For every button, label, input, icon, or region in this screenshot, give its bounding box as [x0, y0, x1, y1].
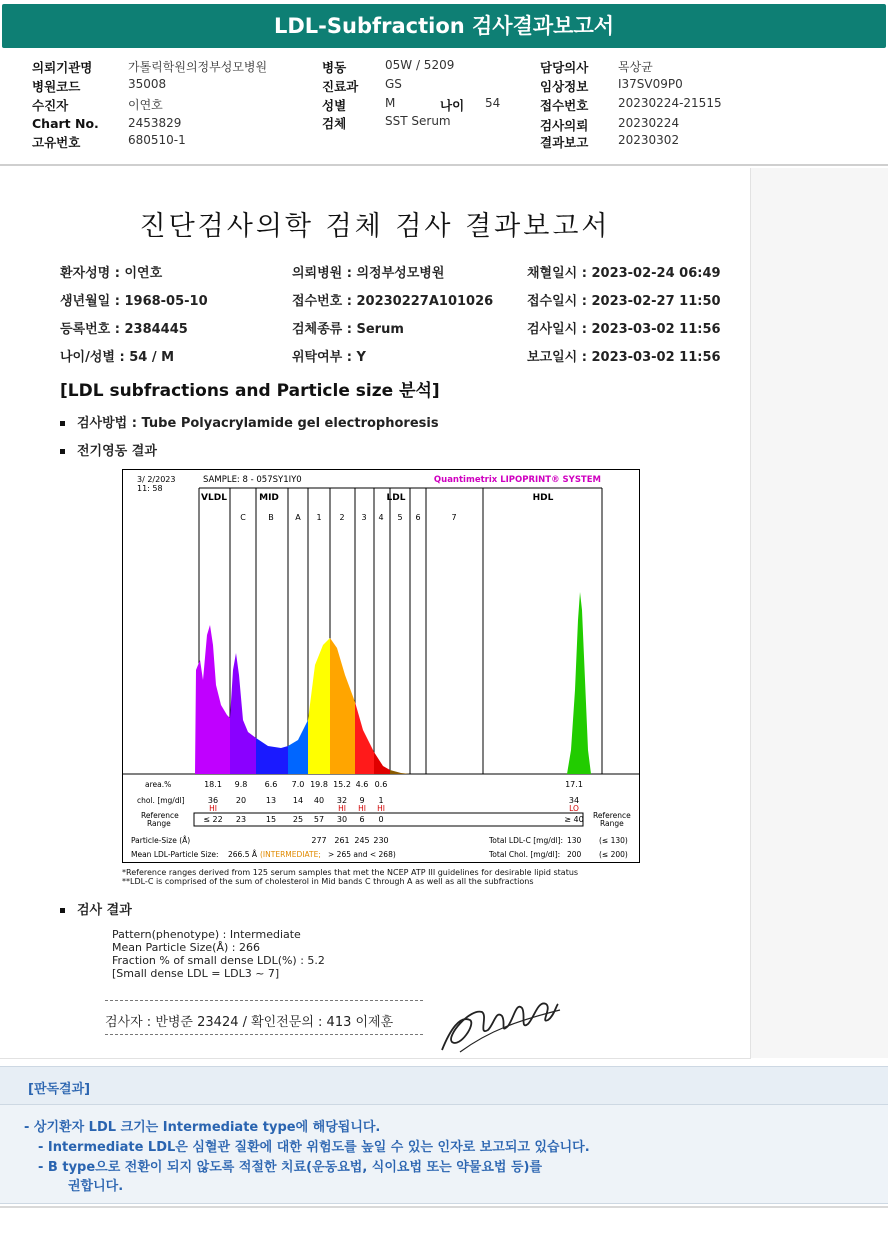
flag-value: HI: [209, 804, 217, 813]
mean-size-label: Mean LDL-Particle Size:: [131, 850, 219, 859]
mean-size-value: 266.5 Å: [228, 850, 257, 859]
header-value: I37SV09P0: [618, 77, 683, 91]
interpretation-line: - B type으로 전환이 되지 않도록 적절한 치료(운동요법, 식이요법 또는 약물요법 등)를: [38, 1160, 543, 1175]
band-label-A: A: [295, 513, 301, 522]
header-value: 가톨릭학원의정부성모병원: [128, 60, 268, 74]
section-title: [LDL subfractions and Particle size 분석]: [60, 381, 440, 401]
interpretation-line: - Intermediate LDL은 심혈관 질환에 대한 위험도를 높일 수 있는 인자로 보고되고 있습니다.: [38, 1140, 590, 1155]
interpretation-line: 권합니다.: [68, 1179, 124, 1194]
electrophoresis-chart: [122, 469, 640, 863]
patient-field: 등록번호 : 2384445: [60, 322, 188, 337]
patient-field: 의뢰병원 : 의정부성모병원: [292, 266, 445, 281]
chol-value: 13: [265, 796, 277, 805]
patient-field: 채혈일시 : 2023-02-24 06:49: [527, 266, 721, 281]
total-ldl-ref: (≤ 130): [599, 836, 628, 845]
vldl-peak: [195, 625, 230, 774]
bottom-rule: [0, 1206, 888, 1208]
chol-row-label: chol. [mg/dl]: [137, 796, 185, 805]
band-label-1: 1: [316, 513, 322, 522]
group-label-mid: MID: [259, 493, 279, 503]
header-label: 병동: [322, 60, 347, 75]
ldl5-peak: [390, 770, 410, 774]
area-value: 7.0: [291, 780, 305, 789]
mid-b-peak: [256, 738, 288, 774]
particle-size-value: 261: [334, 836, 350, 845]
interpretation-line: - 상기환자 LDL 크기는 Intermediate type에 해당됩니다.: [24, 1120, 381, 1135]
chol-value: 14: [292, 796, 304, 805]
ref-value: 57: [313, 815, 325, 824]
report-title-bar: LDL-Subfraction 검사결과보고서: [2, 4, 886, 48]
result-item: [Small dense LDL = LDL3 ~ 7]: [112, 967, 280, 980]
header-label: 의뢰기관명: [32, 60, 93, 75]
total-ldl-label: Total LDL-C [mg/dl]:: [489, 836, 564, 845]
ref-row-label: Reference: [141, 811, 179, 820]
header-value: 20230224-21515: [618, 96, 722, 110]
area-value: 15.2: [333, 780, 351, 789]
interpretation-title: [판독결과]: [28, 1082, 91, 1097]
area-row-label: area.%: [145, 780, 172, 789]
total-ldl-value: 130: [567, 836, 582, 845]
chart-date: 3/ 2/2023: [137, 475, 176, 484]
age-value: 54: [485, 96, 501, 110]
ref-value: ≥ 40: [564, 815, 584, 824]
header-value: 이연호: [128, 98, 163, 112]
ref-value: 0: [378, 815, 384, 824]
result-item: Fraction % of small dense LDL(%) : 5.2: [112, 954, 325, 967]
area-value: 17.1: [565, 780, 583, 789]
bullet-icon: [60, 421, 65, 426]
reference-box: [194, 813, 583, 826]
header-label: 고유번호: [32, 135, 81, 150]
hdl-peak: [567, 592, 591, 774]
band-label-2: 2: [339, 513, 345, 522]
header-value: 20230224: [618, 116, 680, 130]
result-title: 검사 결과: [77, 903, 132, 918]
chart-time: 11: 58: [137, 484, 163, 493]
header-label: Chart No.: [32, 116, 99, 131]
header-value: 목상균: [618, 60, 653, 74]
patient-field: 접수일시 : 2023-02-27 11:50: [527, 294, 721, 309]
patient-field: 검사일시 : 2023-03-02 11:56: [527, 322, 721, 337]
mean-size-class: (INTERMEDIATE;: [260, 850, 321, 859]
particle-size-value: 230: [373, 836, 389, 845]
header-value: M: [385, 96, 396, 110]
total-chol-value: 200: [567, 850, 582, 859]
band-label-6: 6: [415, 513, 421, 522]
patient-field: 환자성명 : 이연호: [60, 266, 163, 281]
particle-size-label: Particle-Size (Å): [131, 836, 191, 845]
patient-field: 검체종류 : Serum: [292, 322, 404, 337]
ref-value: 15: [265, 815, 277, 824]
ref-value: 30: [336, 815, 348, 824]
header-label: 수진자: [32, 98, 69, 113]
chol-value: 36: [207, 796, 219, 805]
side-margin: [751, 168, 888, 1058]
examiner-signature-line: 검사자 : 반병준 23424 / 확인전문의 : 413 이제훈: [105, 1015, 394, 1030]
group-label-vldl: VLDL: [201, 493, 227, 503]
chart-svg: [123, 470, 639, 862]
chol-value: 9: [359, 796, 365, 805]
area-value: 19.8: [310, 780, 328, 789]
result-line: [60, 899, 132, 918]
header-value: GS: [385, 77, 402, 91]
header-label: 검체: [322, 116, 347, 131]
ref-row-label: Range: [147, 819, 171, 828]
particle-size-value: 245: [354, 836, 370, 845]
band-label-B: B: [268, 513, 274, 522]
ref-value: 23: [235, 815, 247, 824]
band-label-5: 5: [397, 513, 403, 522]
area-value: 18.1: [204, 780, 222, 789]
interpretation-body: [0, 1104, 888, 1204]
total-chol-label: Total Chol. [mg/dl]:: [489, 850, 561, 859]
scanned-report: [0, 168, 751, 1059]
patient-field: 접수번호 : 20230227A101026: [292, 294, 494, 309]
total-chol-ref: (≤ 200): [599, 850, 628, 859]
ldl1-peak: [308, 638, 330, 774]
footnote: **LDL-C is comprised of the sum of cholesterol in Mid bands C through A as well as all the subfractions: [122, 877, 534, 886]
ref-value: 25: [292, 815, 304, 824]
request-info-header: [0, 52, 888, 166]
bullet-icon: [60, 449, 65, 454]
header-value: 20230302: [618, 133, 680, 147]
header-label: 성별: [322, 98, 347, 113]
mid-c-peak: [230, 653, 256, 774]
area-value: 0.6: [374, 780, 388, 789]
result-item: Pattern(phenotype) : Intermediate: [112, 928, 301, 941]
ldl3-peak: [355, 702, 374, 774]
bullet-icon: [60, 908, 65, 913]
flag-value: HI: [338, 804, 346, 813]
electro-line: [60, 440, 157, 459]
area-value: 9.8: [234, 780, 248, 789]
method-text: 검사방법 : Tube Polyacrylamide gel electrophoresis: [77, 416, 439, 431]
interpretation-header: [0, 1066, 888, 1105]
ref-row-label-right: Range: [600, 819, 624, 828]
ldl4-peak: [374, 752, 390, 774]
ldl2-peak: [330, 638, 355, 774]
band-label-3: 3: [361, 513, 367, 522]
result-item: Mean Particle Size(Å) : 266: [112, 941, 260, 954]
ref-value: ≤ 22: [203, 815, 223, 824]
flag-value: HI: [358, 804, 366, 813]
flag-value: LO: [569, 804, 579, 813]
footnote: *Reference ranges derived from 125 serum samples that met the NCEP ATP III guidelines for desirable lipid status: [122, 868, 579, 877]
chol-value: 34: [568, 796, 580, 805]
method-line: [60, 412, 439, 431]
patient-field: 생년월일 : 1968-05-10: [60, 294, 208, 309]
system-name: Quantimetrix LIPOPRINT® SYSTEM: [433, 475, 601, 485]
band-label-C: C: [240, 513, 246, 522]
age-label: 나이: [440, 98, 465, 113]
area-value: 4.6: [355, 780, 369, 789]
particle-size-value: 277: [311, 836, 327, 845]
area-value: 6.6: [264, 780, 278, 789]
sample-id: SAMPLE: 8 - 057SY1IY0: [203, 475, 302, 485]
divider: [105, 1034, 423, 1035]
header-label: 진료과: [322, 79, 359, 94]
header-value: SST Serum: [385, 114, 451, 128]
electro-title: 전기영동 결과: [77, 444, 157, 459]
divider: [105, 1000, 423, 1001]
patient-field: 위탁여부 : Y: [292, 350, 366, 365]
header-label: 임상정보: [540, 79, 589, 94]
ref-row-label-right: Reference: [593, 811, 631, 820]
mid-a-peak: [288, 720, 308, 774]
chol-value: 20: [235, 796, 247, 805]
report-heading: 진단검사의학 검체 검사 결과보고서: [139, 211, 611, 242]
header-label: 병원코드: [32, 79, 81, 94]
handwritten-signature: [430, 990, 565, 1060]
patient-field: 나이/성별 : 54 / M: [60, 350, 175, 365]
group-label-hdl: HDL: [532, 493, 554, 503]
patient-field: 보고일시 : 2023-03-02 11:56: [527, 350, 721, 365]
flag-value: HI: [377, 804, 385, 813]
chol-value: 32: [336, 796, 348, 805]
group-label-ldl: LDL: [386, 493, 406, 503]
header-label: 담당의사: [540, 60, 589, 75]
header-value: 05W / 5209: [385, 58, 455, 72]
chol-value: 1: [378, 796, 384, 805]
chol-value: 40: [313, 796, 325, 805]
header-value: 2453829: [128, 116, 182, 130]
header-label: 접수번호: [540, 98, 589, 113]
header-label: 검사의뢰: [540, 118, 589, 133]
header-value: 680510-1: [128, 133, 186, 147]
header-value: 35008: [128, 77, 167, 91]
header-label: 결과보고: [540, 135, 589, 150]
ref-value: 6: [359, 815, 365, 824]
mean-size-range: > 265 and < 268): [328, 850, 396, 859]
band-label-7: 7: [451, 513, 457, 522]
band-label-4: 4: [378, 513, 384, 522]
